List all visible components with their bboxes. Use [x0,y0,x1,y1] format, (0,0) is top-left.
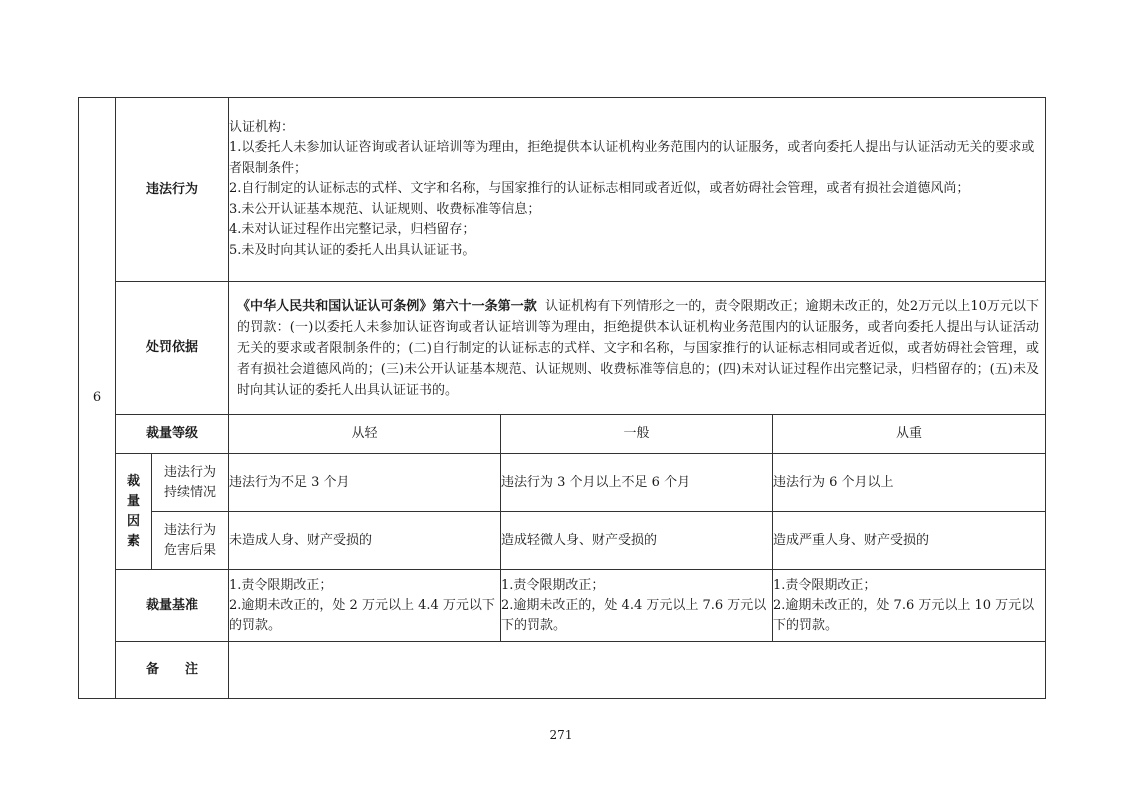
harm-light: 未造成人身、财产受损的 [229,512,501,570]
factors-label [116,454,152,570]
factor-duration-name [152,454,229,512]
factor-harm-text: 违法行为危害后果 [163,522,216,558]
basis-law-title: 《中华人民共和国认证认可条例》第六十一条第一款 [237,298,537,314]
basis-content [229,282,1046,415]
violation-item: 4.未对认证过程作出完整记录，归档留存； [229,222,476,238]
basis-label: 处罚依据 [116,282,229,415]
factors-label-char: 裁 [126,473,140,489]
violation-content [229,98,1046,282]
duration-heavy: 违法行为 6 个月以上 [773,454,1046,512]
violation-item: 2.自行制定的认证标志的式样、文字和名称，与国家推行的认证标志相同或者近似，或者妨碍社会管理，或者有损社会道德风尚； [229,181,970,197]
row-number-cell [79,98,116,699]
basis-text: 认证机构有下列情形之一的，责令限期改正；逾期未改正的，处2万元以上10万元以下的罚款：(一)以委托人未参加认证咨询或者认证培训等为理由，拒绝提供本认证机构业务范围内的认证服务，或者向委托人提出与认证活动无关的要求或者限制条件的；(二)自行制定的认证标志的式样、文字和名称，与国家推行的认证标志相同或者近似，或者妨碍社会管理，或者有损社会道德风尚的；(三)未公开认证基本规范、认证规则、收费标准等信息的；(四)未对认证过程作出完整记录，归档留存的；(五)未及时向其认证的委托人出具认证证书的。 [237,298,1040,398]
row-number: 6 [92,390,102,405]
levels-label: 裁量等级 [116,415,229,454]
level-heavy: 从重 [773,415,1046,454]
factors-label-char: 量 [126,493,140,509]
factor-duration-text: 违法行为持续情况 [163,464,216,500]
factors-label-char: 素 [126,533,140,549]
duration-light: 违法行为不足 3 个月 [229,454,501,512]
violation-intro: 认证机构： [229,119,295,135]
violation-label: 违法行为 [116,98,229,282]
standard-label: 裁量基准 [116,570,229,642]
violation-item: 5.未及时向其认证的委托人出具认证证书。 [229,242,476,258]
violation-item: 1.以委托人未参加认证咨询或者认证培训等为理由，拒绝提供本认证机构业务范围内的认证服务，或者向委托人提出与认证活动无关的要求或者限制条件； [229,140,1035,176]
standard-heavy: 1.责令限期改正； 2.逾期未改正的，处 7.6 万元以上 10 万元以下的罚款。 [773,570,1046,642]
page-number: 271 [549,728,573,742]
remarks-value [229,642,1046,699]
standard-light: 1.责令限期改正； 2.逾期未改正的，处 2 万元以上 4.4 万元以下的罚款。 [229,570,501,642]
violation-item: 3.未公开认证基本规范、认证规则、收费标准等信息； [229,201,541,217]
harm-heavy: 造成严重人身、财产受损的 [773,512,1046,570]
factors-label-char: 因 [126,513,140,529]
remarks-label: 备 注 [116,642,229,699]
level-normal: 一般 [501,415,773,454]
discretion-table [78,97,1046,699]
duration-normal: 违法行为 3 个月以上不足 6 个月 [501,454,773,512]
factor-harm-name [152,512,229,570]
harm-normal: 造成轻微人身、财产受损的 [501,512,773,570]
standard-normal: 1.责令限期改正； 2.逾期未改正的，处 4.4 万元以上 7.6 万元以下的罚款。 [501,570,773,642]
level-light: 从轻 [229,415,501,454]
